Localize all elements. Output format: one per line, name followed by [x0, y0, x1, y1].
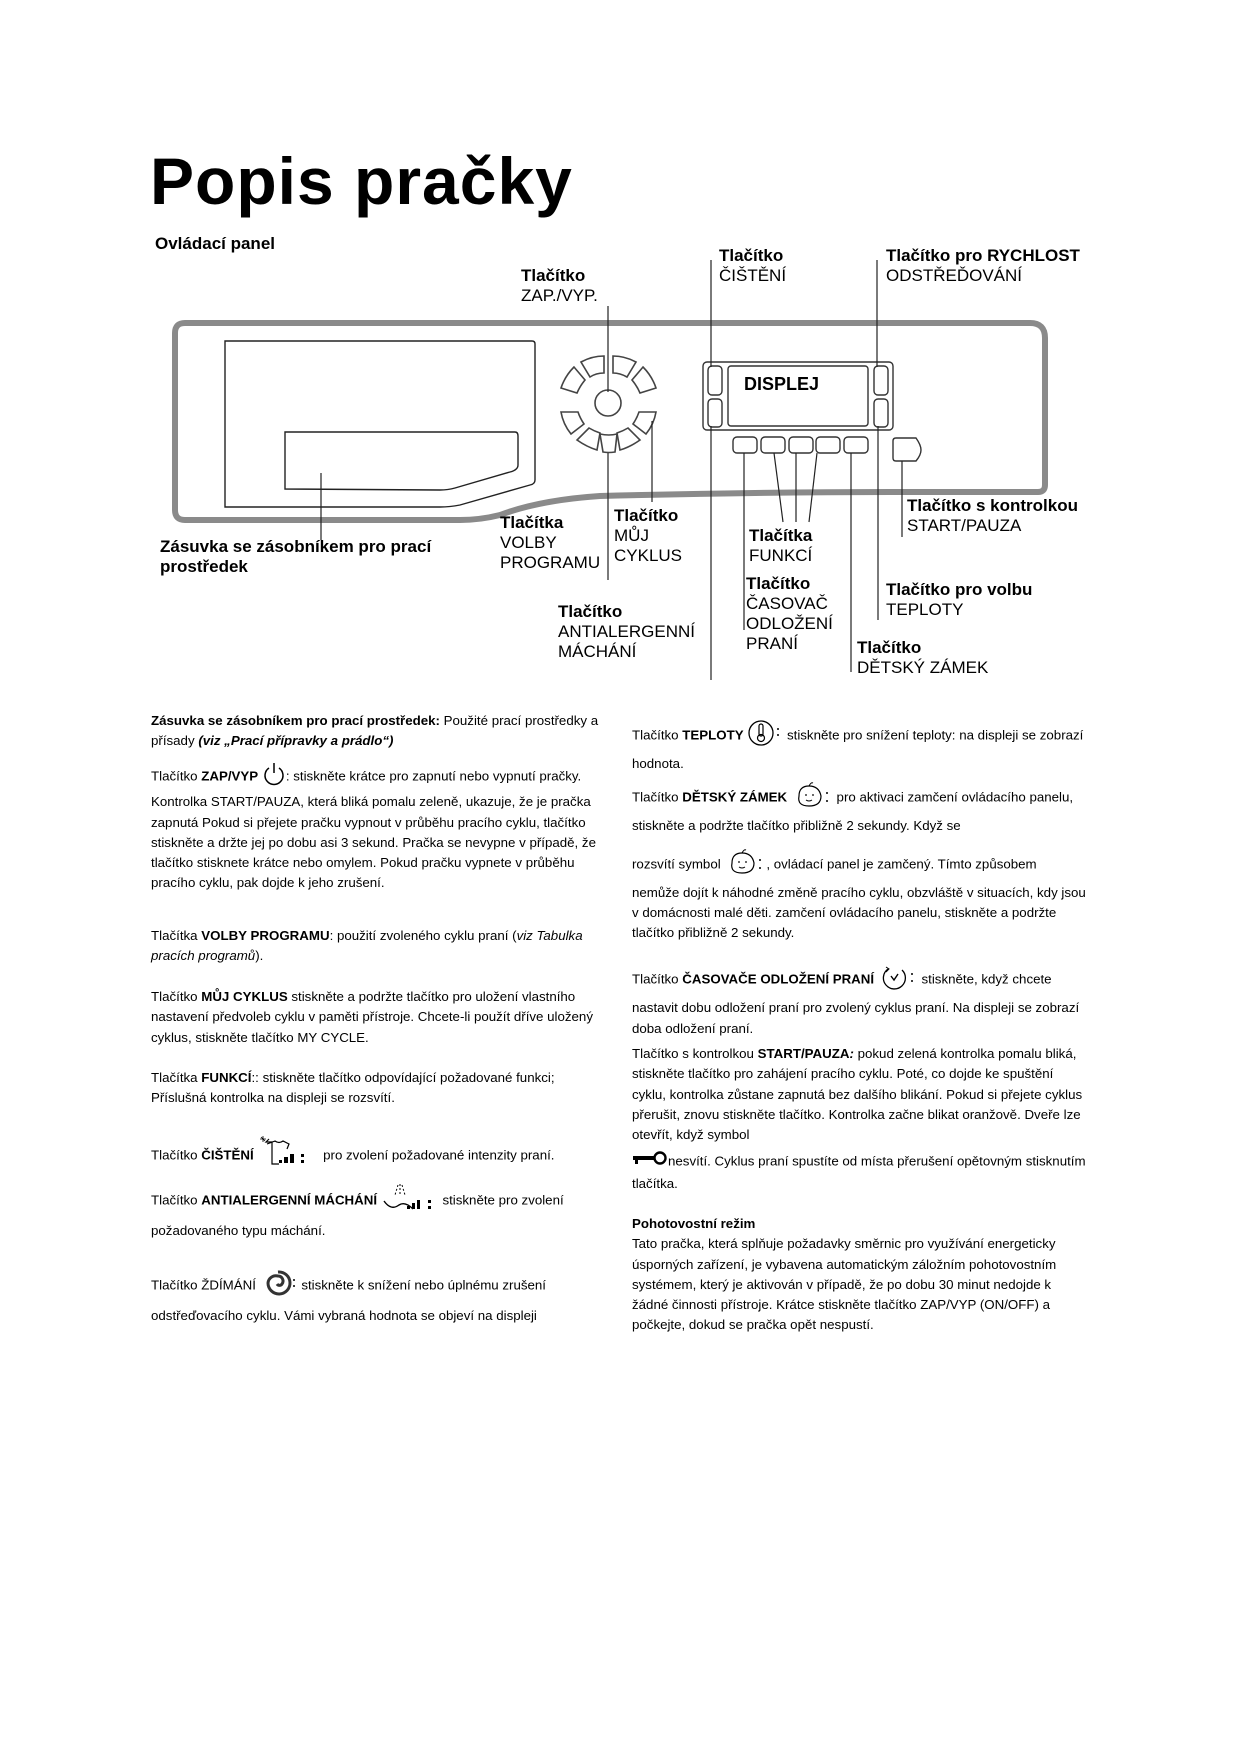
para-funkci: Tlačítka FUNKCÍ:: stiskněte tlačítko odpovídající požadované funkci; Příslušná kontrolka na displeji se rozsvítí.: [151, 1070, 555, 1106]
function-buttons: [733, 437, 868, 453]
shirt-intensity-icon: [257, 1136, 319, 1176]
para-zapvyp: Tlačítko ZAP/VYP : stiskněte krátce pro zapnutí nebo vypnutí pračky. Kontrolka START/PAUZA, která bliká pomalu zeleně, ukazuje, že je pračka zapnutá Pokud si přejete pračku vypnout v průběhu pracího cyklu, tlačítko stiskněte a držte jej po dobu asi 3 sekund. Pračka se nevypne v případě, že tlačítko stisknete krátce nebo omylem. Pokud pračku vypnete v průběhu pracího cyklu, pak dojde k jeho zrušení.: [151, 762, 611, 894]
spin-icon: [260, 1266, 298, 1306]
label-muj-cyklus: Tlačítko MŮJ CYKLUS: [614, 506, 683, 565]
label-funkci: Tlačítka FUNKCÍ: [749, 526, 813, 565]
label-antialergenni: Tlačítko ANTIALERGENNÍ MÁCHÁNÍ: [558, 602, 695, 661]
para-volby-programu: Tlačítka VOLBY PROGRAMU: použití zvoleného cyklu praní (viz Tabulka pracích programů).: [151, 928, 583, 964]
label-teploty: Tlačítko pro volbu TEPLOTY: [886, 580, 1033, 619]
para-teploty: Tlačítko TEPLOTY stiskněte pro snížení teploty: na displeji se zobrazí hodnota.: [632, 718, 1087, 775]
label-start: Tlačítko s kontrolkou START/PAUZA: [907, 496, 1078, 535]
display-frame: [703, 362, 893, 430]
para-cisteni: Tlačítko ČIŠTĚNÍ pro zvolení požadované intenzity praní.: [151, 1136, 611, 1176]
label-volby: Tlačítka VOLBY PROGRAMU: [500, 513, 601, 572]
display-label: DISPLEJ: [744, 374, 820, 394]
para-zdimani: Tlačítko ŽDÍMÁNÍ stiskněte k snížení nebo úplnému zrušení odstřeďovacího cyklu. Vámi vybraná hodnota se objeví na displeji: [151, 1266, 611, 1327]
start-pause-button: [893, 438, 921, 461]
baby-face-icon-lock: [724, 847, 766, 883]
delay-timer-icon: [878, 962, 918, 998]
panel-outline: [175, 323, 1045, 520]
rinse-icon: [381, 1181, 439, 1221]
page-title: Popis pračky: [150, 144, 573, 218]
label-detsky-zamek: Tlačítko DĚTSKÝ ZÁMEK: [857, 638, 989, 677]
para-pohotovostni-rezim: Pohotovostní režim Tato pračka, která splňuje požadavky směrnic pro využívání energeticky úsporných zařízení, je vybavena automatickým záložním pohotovostním systémem, který je aktivován v případě, že po dobu 30 minut nedojde k žádné činnosti přístroje. Krátce stiskněte tlačítko ZAP/VYP (ON/OFF) a počkejte, dokud se pračka opět nespustí.: [632, 1216, 1057, 1333]
drawer-outline: [225, 341, 535, 507]
label-zasuvka: Zásuvka se zásobníkem pro prací prostředek: [160, 537, 432, 576]
label-casovac: Tlačítko ČASOVAČ ODLOŽENÍ PRANÍ: [746, 574, 833, 653]
power-icon: [262, 762, 286, 792]
para-casovac: Tlačítko ČASOVAČE ODLOŽENÍ PRANÍ stiskněte, když chcete nastavit dobu odložení praní pro zvolený cyklus praní. Na displeji se zobrazí doba odložení praní.: [632, 962, 1087, 1039]
label-zapvyp: Tlačítko ZAP./VYP.: [521, 266, 598, 305]
key-icon: [632, 1151, 668, 1173]
standby-heading: Pohotovostní režim: [632, 1216, 756, 1231]
section-subtitle: Ovládací panel: [155, 234, 275, 253]
label-rychlost: Tlačítko pro RYCHLOST ODSTŘEĎOVÁNÍ: [886, 246, 1080, 285]
baby-face-icon: [791, 780, 833, 816]
para-muj-cyklus: Tlačítko MŮJ CYKLUS stiskněte a podržte tlačítko pro uložení vlastního nastavení předvoleb cyklu v paměti přístroje. Chcete-li použít dříve uložený cyklus, stiskněte tlačítko MY CYCLE.: [151, 989, 593, 1045]
para-antialergenni: Tlačítko ANTIALERGENNÍ MÁCHÁNÍ stiskněte pro zvolení požadovaného typu máchání.: [151, 1181, 611, 1242]
para-start-pauza: Tlačítko s kontrolkou START/PAUZA: pokud zelená kontrolka pomalu bliká, stiskněte tlačítko pro zahájení pracího cyklu. Poté, co dojde ke spuštění cyklu, kontrolka zůstane zapnutá bez dalšího blikání. Pokud si přejete cyklus přerušit, znovu stiskněte tlačítko. Kontrolka začne blikat oranžově. Dveře lze otevřít, když symbol nesvítí. Cyklus praní spustíte od místa přerušení opětovným stisknutím tlačítka.: [632, 1046, 1086, 1191]
control-panel-diagram: [0, 0, 1241, 700]
drawer-handle: [285, 432, 518, 490]
thermometer-icon: [747, 718, 783, 754]
para-detsky-zamek: Tlačítko DĚTSKÝ ZÁMEK pro aktivaci zamčení ovládacího panelu, stiskněte a podržte tlačítko přibližně 2 sekundy. Když se rozsvítí symbol , ovládací panel je zamčený. Tímto způsobem nemůže dojít k náhodné změně pracího cyklu, obzvláště v situacích, kdy jsou v domácnosti malé děti. zamčení ovládacího panelu, stiskněte a podržte tlačítko přibližně 2 sekundy.: [632, 780, 1087, 944]
label-cisteni: Tlačítko ČIŠTĚNÍ: [719, 246, 787, 285]
para-zasuvka: Zásuvka se zásobníkem pro prací prostředek: Použité prací prostředky a přísady (viz „Prací přípravky a prádlo“): [151, 713, 599, 749]
